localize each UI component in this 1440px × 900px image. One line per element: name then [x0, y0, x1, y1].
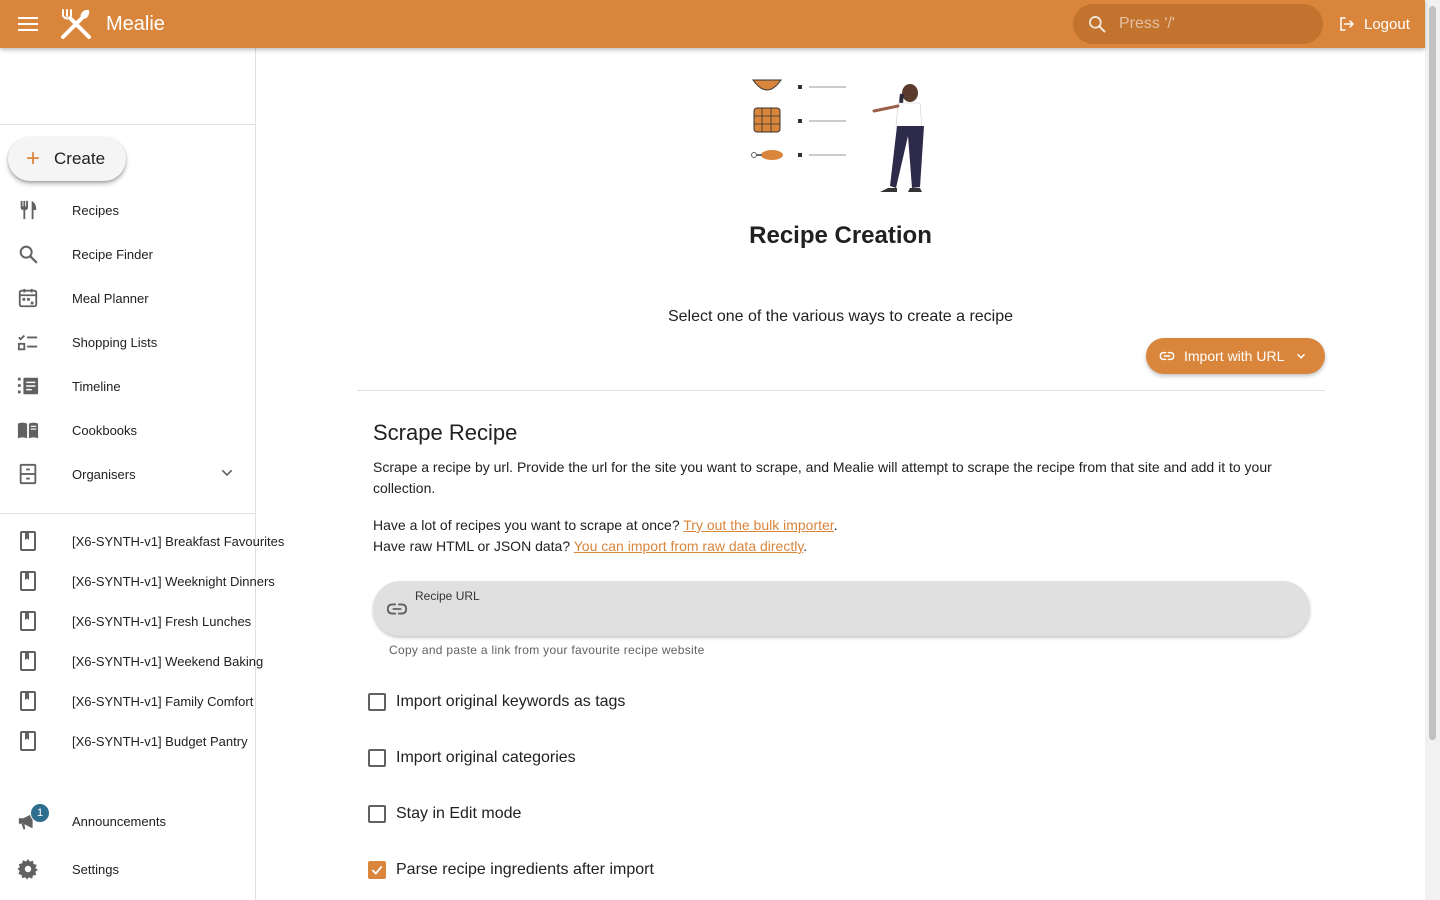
recipe-illustration	[750, 76, 950, 201]
logout-label: Logout	[1364, 15, 1410, 33]
option-stay-edit-mode[interactable]	[368, 800, 521, 828]
sidebar-item-meal-planner[interactable]	[0, 276, 255, 320]
announcements-badge: 1	[30, 803, 50, 823]
mealie-logo-icon	[56, 4, 96, 44]
sidebar-item-timeline[interactable]	[0, 364, 255, 408]
page-title: Recipe Creation	[749, 222, 932, 249]
import-hints: Have a lot of recipes you want to scrape at once? Try out the bulk importer. Have raw HTML or JSON data? You can import from raw data directly.	[373, 517, 838, 554]
gear-icon	[0, 858, 56, 880]
cookbook-label: [X6-SYNTH-v1] Fresh Lunches	[72, 613, 252, 629]
sidebar-item-label: Shopping Lists	[72, 334, 158, 350]
plus-icon: +	[26, 145, 41, 172]
checklist-icon	[0, 331, 56, 353]
sidebar-item-label: Settings	[72, 861, 119, 877]
brand[interactable]	[56, 4, 165, 44]
cookbook-label: [X6-SYNTH-v1] Weeknight Dinners	[72, 573, 275, 589]
sidebar-item-label: Recipes	[72, 202, 119, 218]
cookbook-label: [X6-SYNTH-v1] Weekend Baking	[72, 653, 264, 669]
option-import-keywords[interactable]	[368, 688, 625, 716]
chevron-down-icon	[1294, 349, 1308, 363]
sidebar-item-label: Recipe Finder	[72, 246, 153, 262]
bookmark-book-icon	[0, 651, 56, 671]
section-divider	[357, 390, 1325, 391]
sidebar-item-label: Meal Planner	[72, 290, 149, 306]
create-button[interactable]	[8, 137, 126, 181]
sidebar-item-organisers[interactable]	[0, 452, 255, 496]
import-method-label: Import with URL	[1184, 348, 1285, 364]
file-cabinet-icon	[0, 463, 56, 485]
sidebar	[0, 48, 285, 900]
raw-prompt: Have raw HTML or JSON data?	[373, 538, 571, 554]
page-scrollbar[interactable]	[1425, 0, 1440, 900]
link-icon	[1159, 348, 1175, 364]
sidebar-cookbook-item[interactable]	[0, 521, 285, 561]
sidebar-item-shopping-lists[interactable]	[0, 320, 255, 364]
scrape-description: Scrape a recipe by url. Provide the url for the site you want to scrape, and Mealie will attempt to scrape the recipe from that site and add it to your collection.	[373, 459, 1272, 496]
bookmark-book-icon	[0, 691, 56, 711]
bookmark-book-icon	[0, 611, 56, 631]
option-import-categories[interactable]	[368, 744, 576, 772]
app-bar	[0, 0, 1425, 48]
checkbox-checked[interactable]	[368, 861, 386, 879]
hamburger-icon	[18, 16, 38, 32]
search-box[interactable]	[1073, 4, 1323, 44]
option-label: Import original categories	[396, 749, 576, 766]
page-subtitle: Select one of the various ways to create a recipe	[667, 308, 1014, 325]
logout-button[interactable]	[1334, 8, 1414, 40]
recipe-url-label: Recipe URL	[415, 589, 480, 603]
link-icon	[386, 598, 408, 625]
sidebar-cookbook-item[interactable]	[0, 561, 275, 601]
sidebar-item-label: Announcements	[72, 813, 166, 829]
sidebar-cookbook-item[interactable]	[0, 601, 255, 641]
menu-button[interactable]	[0, 0, 56, 48]
recipe-url-hint: Copy and paste a link from your favourite recipe website	[389, 643, 705, 657]
checkbox[interactable]	[368, 805, 386, 823]
bookmark-book-icon	[0, 731, 56, 751]
calendar-icon	[0, 287, 56, 309]
raw-data-link[interactable]: You can import from raw data directly	[573, 538, 804, 554]
cookbook-label: [X6-SYNTH-v1] Budget Pantry	[72, 733, 248, 749]
scrollbar-thumb[interactable]	[1429, 6, 1436, 740]
sidebar-item-settings[interactable]	[0, 847, 255, 891]
timeline-icon	[0, 375, 56, 397]
recipe-url-input[interactable]	[415, 605, 1285, 629]
bulk-importer-link[interactable]: Try out the bulk importer	[683, 517, 834, 533]
search-icon	[1087, 14, 1107, 34]
sidebar-cookbook-item[interactable]	[0, 721, 255, 761]
option-label: Parse recipe ingredients after import	[396, 861, 654, 878]
option-label: Stay in Edit mode	[396, 805, 522, 822]
sidebar-cookbook-item[interactable]	[0, 681, 255, 721]
checkbox[interactable]	[368, 749, 386, 767]
section-title: Scrape Recipe	[373, 420, 518, 445]
sidebar-item-recipe-finder[interactable]	[0, 232, 255, 276]
search-icon	[0, 243, 56, 265]
logout-icon	[1338, 15, 1356, 33]
checkbox[interactable]	[368, 693, 386, 711]
option-label: Import original keywords as tags	[396, 693, 626, 710]
create-label: Create	[54, 149, 106, 168]
sidebar-item-label: Cookbooks	[72, 422, 138, 438]
bulk-prompt: Have a lot of recipes you want to scrape at once?	[373, 517, 680, 533]
sidebar-item-label: Organisers	[72, 466, 136, 482]
app-name: Mealie	[106, 12, 165, 35]
sidebar-item-label: Timeline	[72, 378, 121, 394]
search-input[interactable]	[1119, 15, 1299, 33]
bookmark-book-icon	[0, 571, 56, 591]
sidebar-item-recipes[interactable]	[0, 188, 255, 232]
main-content	[256, 48, 1425, 900]
book-icon	[0, 419, 56, 441]
cookbook-label: [X6-SYNTH-v1] Family Comfort	[72, 693, 254, 709]
cookbook-label: [X6-SYNTH-v1] Breakfast Favourites	[72, 533, 285, 549]
import-method-button[interactable]	[1146, 338, 1325, 374]
chevron-down-icon[interactable]	[219, 465, 235, 484]
recipe-url-field[interactable]	[373, 581, 1310, 636]
sidebar-item-cookbooks[interactable]	[0, 408, 255, 452]
sidebar-cookbook-item[interactable]	[0, 641, 264, 681]
fork-knife-icon	[0, 199, 56, 221]
bookmark-book-icon	[0, 531, 56, 551]
check-icon	[370, 863, 384, 877]
sidebar-divider	[0, 513, 255, 514]
option-parse-ingredients[interactable]	[368, 856, 654, 884]
sidebar-header	[0, 48, 255, 125]
